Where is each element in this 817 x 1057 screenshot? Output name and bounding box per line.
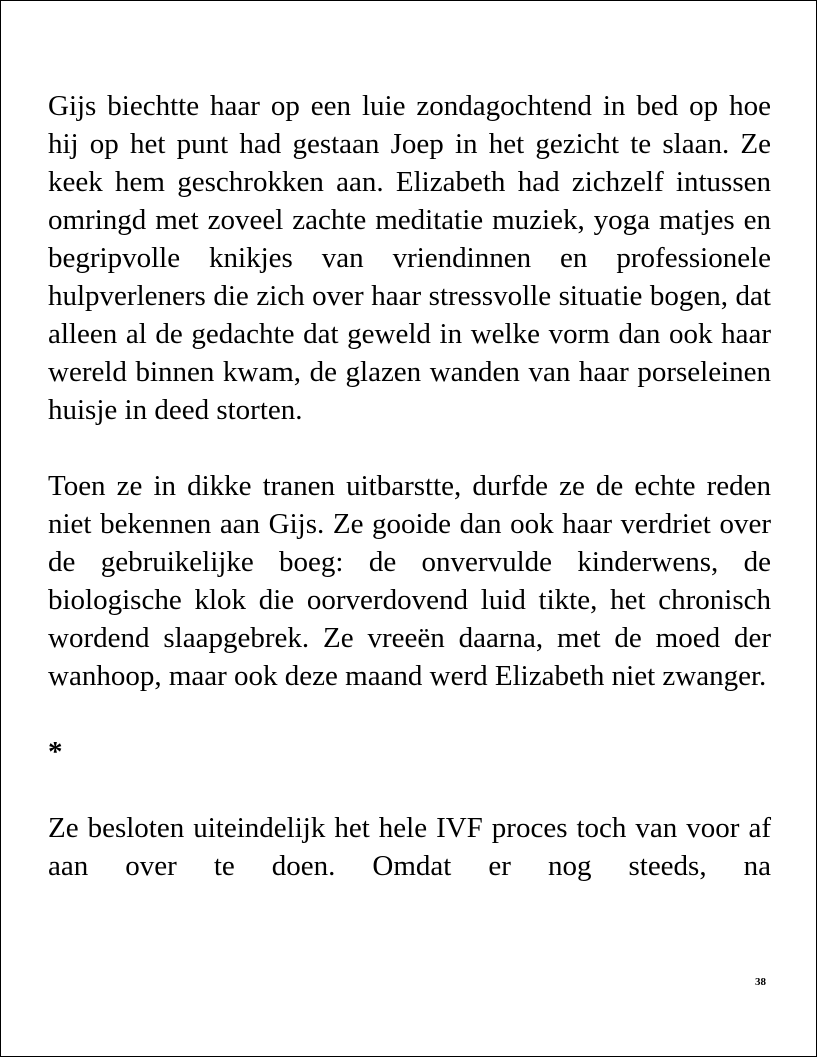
paragraph-spacer bbox=[48, 429, 771, 467]
paragraph-spacer bbox=[48, 695, 771, 733]
body-text bbox=[48, 87, 771, 885]
paragraph-spacer bbox=[48, 771, 771, 809]
paragraph-1: Gijs biechtte haar op een luie zondagochtend in bed op hoe hij op het punt had gestaan Joep in het gezicht te slaan. Ze keek hem geschrokken aan. Elizabeth had zichzelf intussen omringd met zoveel zachte meditatie muziek, yoga matjes en begripvolle knikjes van vriendinnen en professionele hulpverleners die zich over haar stressvolle situatie bogen, dat alleen al de gedachte dat geweld in welke vorm dan ook haar wereld binnen kwam, de glazen wanden van haar porseleinen huisje in deed storten. bbox=[48, 90, 771, 426]
paragraph-3: Ze besloten uiteindelijk het hele IVF proces toch van voor af aan over te doen. Omdat er nog steeds, na bbox=[48, 812, 771, 882]
page-number: 38 bbox=[755, 976, 766, 988]
section-separator: * bbox=[48, 736, 63, 768]
paragraph-2: Toen ze in dikke tranen uitbarstte, durfde ze de echte reden niet bekennen aan Gijs. Ze gooide dan ook haar verdriet over de gebruikelijke boeg: de onvervulde kinderwens, de biologische klok die oorverdovend luid tikte, het chronisch wordend slaapgebrek. Ze vreeën daarna, met de moed der wanhoop, maar ook deze maand werd Elizabeth niet zwanger. bbox=[48, 470, 771, 692]
